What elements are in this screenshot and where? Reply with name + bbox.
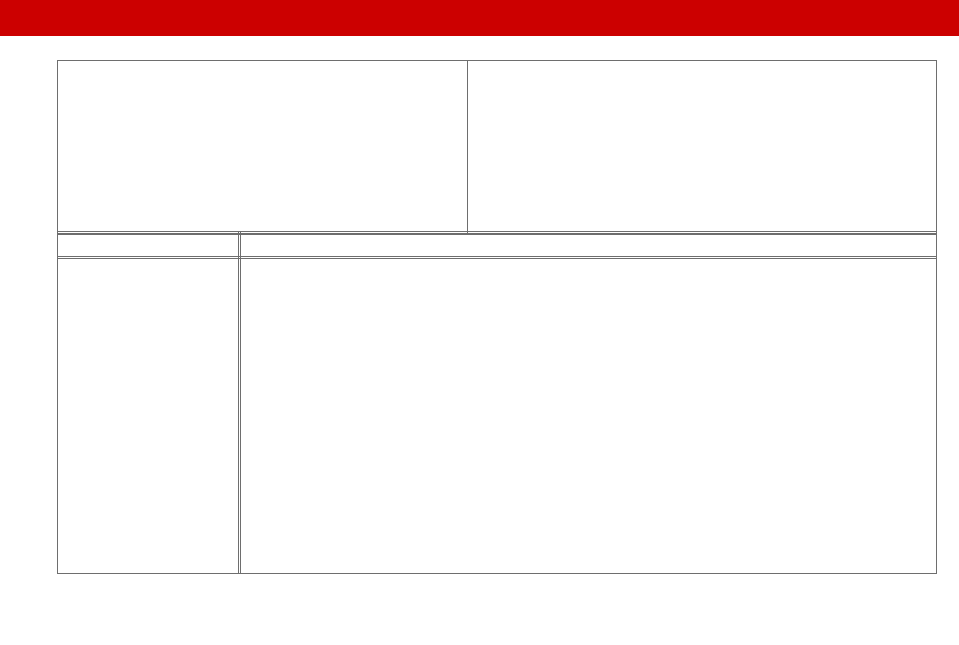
activities-box (57, 60, 937, 234)
table-top-border (57, 231, 937, 232)
table-bottom-border (57, 573, 937, 574)
table-column-divider (238, 231, 239, 574)
table-left-border (57, 231, 58, 574)
activities-box-divider (467, 60, 468, 234)
table-right-border (936, 231, 937, 574)
table-column-divider-inner (240, 231, 241, 574)
row-separator-inner (57, 258, 937, 259)
table-top-border-inner (57, 234, 937, 235)
document-header (0, 0, 959, 36)
row-separator (57, 256, 937, 257)
